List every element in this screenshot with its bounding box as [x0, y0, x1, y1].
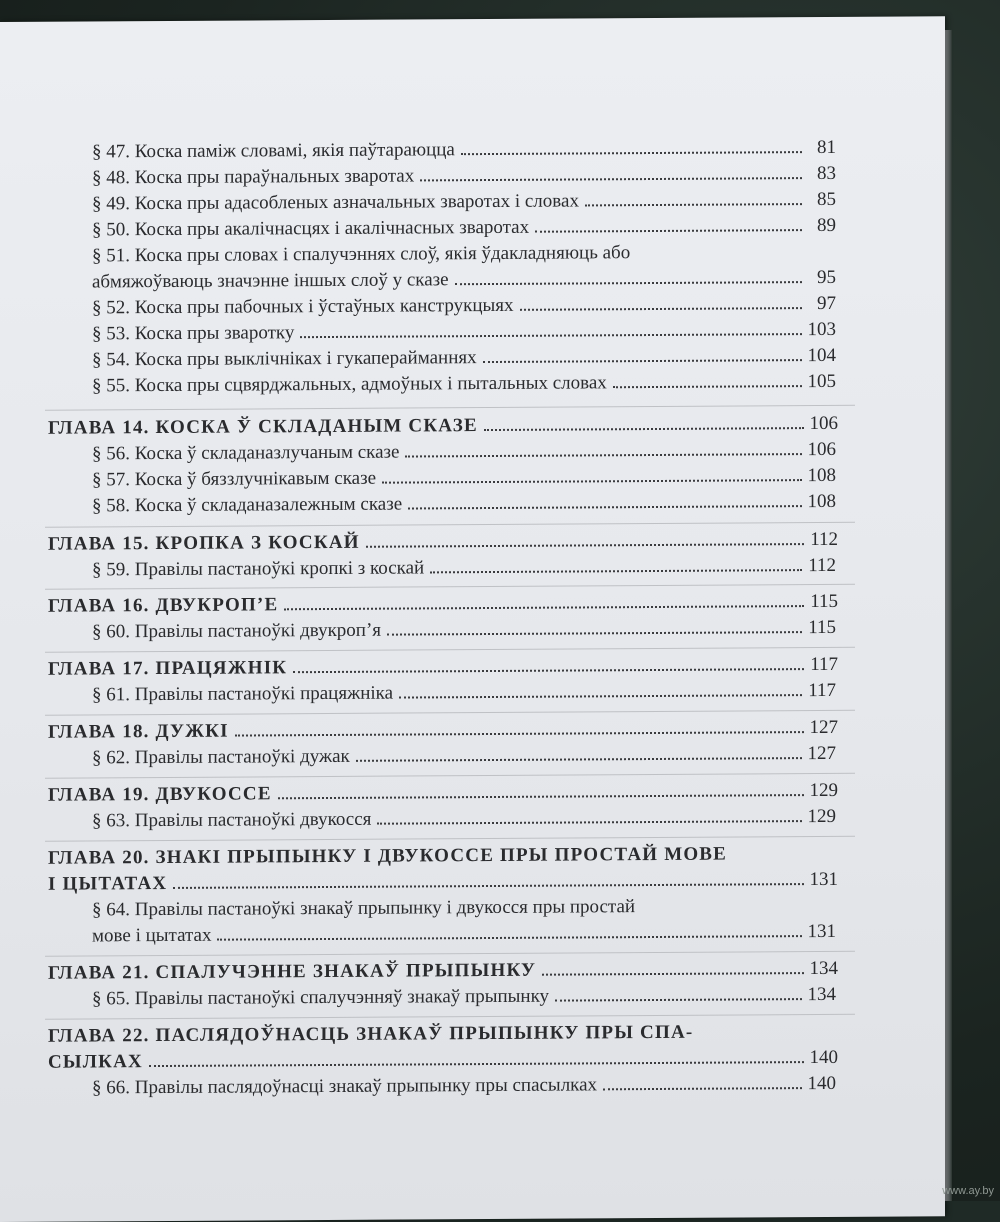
toc-entry-page: 108: [807, 490, 836, 513]
toc-entry-page: 115: [808, 616, 836, 639]
dot-leader: [430, 569, 802, 573]
toc-entry-label: § 58. Коска ў складаназалежным сказе: [92, 493, 403, 517]
toc-entry-label: § 47. Коска паміж словамі, якія паўтараюцца: [92, 139, 455, 163]
dot-leader: [603, 1087, 802, 1090]
dot-leader: [542, 972, 804, 976]
toc-entry-label: мове і цытатах: [92, 924, 212, 947]
toc-entry-page: 108: [807, 464, 836, 487]
toc-entry-page: 83: [817, 162, 836, 185]
toc-entry-page: 89: [817, 214, 836, 237]
toc-entry-62: [92, 743, 836, 770]
toc-entry-page: 140: [807, 1072, 836, 1095]
toc-chapter-page: 134: [809, 957, 838, 980]
toc-entry-48: [92, 163, 836, 190]
toc-entry-label: § 49. Коска пры адасобленых азначальных зваротах і словах: [92, 190, 579, 215]
toc-chapter-label: ГЛАВА 19. ДВУКОССЕ: [48, 783, 272, 806]
toc-chapter-22: [48, 1047, 838, 1074]
dot-leader: [366, 543, 804, 548]
divider: [45, 773, 855, 779]
dot-leader: [149, 1061, 804, 1067]
toc-chapter-14: [48, 413, 838, 440]
toc-entry-label: § 56. Коска ў складаназлучаным сказе: [92, 441, 400, 465]
dot-leader: [420, 177, 802, 181]
dot-leader: [484, 427, 804, 431]
toc-chapter-label: І ЦЫТАТАХ: [48, 872, 168, 895]
toc-entry-51: [92, 267, 836, 294]
toc-chapter-20: [48, 869, 838, 896]
dot-leader: [377, 820, 802, 825]
divider: [45, 1014, 855, 1020]
toc-chapter-20-line1: ГЛАВА 20. ЗНАКІ ПРЫПЫНКУ І ДВУКОССЕ ПРЫ ПРОСТАЙ МОВЕ: [48, 843, 728, 869]
toc-chapter-21: [48, 958, 838, 985]
dot-leader: [235, 731, 804, 736]
toc-entry-label: § 54. Коска пры выклічніках і гукаперайманнях: [92, 347, 477, 371]
toc-chapter-17: [48, 654, 838, 681]
toc-entry-66: [92, 1073, 836, 1100]
toc-entry-54: [92, 345, 836, 372]
dot-leader: [284, 605, 804, 610]
dot-leader: [399, 694, 802, 698]
watermark: www.ay.by: [942, 1185, 994, 1197]
dot-leader: [173, 883, 804, 889]
toc-entry-page: 97: [817, 292, 836, 315]
toc-chapter-page: 140: [809, 1046, 838, 1069]
toc-entry-label: § 66. Правілы паслядоўнасці знакаў прыпынку пры спасылках: [92, 1074, 598, 1099]
toc-chapter-label: ГЛАВА 16. ДВУКРОП’Е: [48, 594, 279, 617]
dot-leader: [408, 505, 802, 509]
dot-leader: [293, 668, 804, 673]
toc-entry-label: § 55. Коска пры сцвярджальных, адмоўных і пытальных словах: [92, 372, 607, 397]
dot-leader: [585, 203, 802, 206]
toc-chapter-18: [48, 717, 838, 744]
toc-entry-page: 104: [807, 344, 836, 367]
toc-entry-page: 127: [807, 742, 836, 765]
toc-chapter-16: [48, 591, 838, 618]
toc-entry-page: 103: [807, 318, 836, 341]
toc-entry-51-line1: § 51. Коска пры словах і спалучэннях слоў, якія ўдакладняюць або: [92, 242, 631, 267]
toc-entry-page: 105: [807, 370, 836, 393]
toc-entry-page: 131: [807, 920, 836, 943]
toc-chapter-page: 115: [810, 590, 838, 613]
divider: [45, 522, 855, 528]
toc-chapter-page: 112: [810, 528, 838, 551]
toc-entry-label: абмяжоўваюць значэнне іншых слоў у сказе: [92, 269, 449, 293]
toc-entry-59: [92, 555, 836, 582]
toc-chapter-15: [48, 529, 838, 556]
toc-entry-page: 112: [808, 554, 836, 577]
toc-entry-55: [92, 371, 836, 398]
dot-leader: [535, 229, 802, 233]
toc-chapter-label: ГЛАВА 15. КРОПКА З КОСКАЙ: [48, 531, 360, 555]
toc-entry-label: § 50. Коска пры акалічнасцях і акалічнасных зваротах: [92, 216, 530, 241]
dot-leader: [387, 631, 802, 636]
toc-entry-64-line1: § 64. Правілы пастаноўкі знакаў прыпынку і двукосся пры простай: [92, 896, 636, 921]
toc-entry-49: [92, 189, 836, 216]
toc-entry-56: [92, 439, 836, 466]
toc-chapter-page: 129: [809, 779, 838, 802]
toc-entry-page: 129: [807, 805, 836, 828]
dot-leader: [461, 151, 802, 155]
toc-chapter-label: ГЛАВА 14. КОСКА Ў СКЛАДАНЫМ СКАЗЕ: [48, 415, 478, 439]
toc-chapter-19: [48, 780, 838, 807]
toc-entry-label: § 60. Правілы пастаноўкі двукроп’я: [92, 619, 382, 643]
toc-entry-label: § 59. Правілы пастаноўкі кропкі з коскай: [92, 557, 425, 581]
toc-chapter-label: СЫЛКАХ: [48, 1051, 143, 1073]
toc-entry-47: [92, 137, 836, 164]
toc-entry-label: § 63. Правілы пастаноўкі двукосся: [92, 808, 372, 832]
dot-leader: [382, 479, 802, 484]
dot-leader: [483, 359, 802, 363]
toc-entry-52: [92, 293, 836, 320]
dot-leader: [217, 935, 802, 941]
toc-entry-60: [92, 617, 836, 644]
toc-entry-label: § 65. Правілы пастаноўкі спалучэнняў знакаў прыпынку: [92, 985, 550, 1010]
toc-chapter-label: ГЛАВА 21. СПАЛУЧЭННЕ ЗНАКАЎ ПРЫПЫНКУ: [48, 959, 537, 984]
toc-chapter-page: 106: [809, 412, 838, 435]
toc-entry-58: [92, 491, 836, 518]
toc-entry-page: 95: [817, 266, 836, 289]
dot-leader: [356, 757, 802, 762]
book-page: [0, 16, 945, 1222]
toc-entry-61: [92, 680, 836, 707]
toc-entry-label: § 62. Правілы пастаноўкі дужак: [92, 745, 350, 769]
toc-entry-63: [92, 806, 836, 833]
toc-entry-page: 134: [807, 983, 836, 1006]
dot-leader: [300, 333, 802, 338]
toc-entry-57: [92, 465, 836, 492]
toc-chapter-label: ГЛАВА 18. ДУЖКІ: [48, 720, 229, 743]
toc-chapter-page: 117: [810, 653, 838, 676]
dot-leader: [520, 307, 803, 311]
divider: [45, 951, 855, 957]
toc-entry-50: [92, 215, 836, 242]
dot-leader: [405, 453, 802, 457]
toc-entry-page: 81: [817, 136, 836, 159]
toc-entry-page: 85: [817, 188, 836, 211]
toc-chapter-label: ГЛАВА 17. ПРАЦЯЖНІК: [48, 657, 288, 680]
toc-chapter-page: 127: [809, 716, 838, 739]
toc-entry-label: § 48. Коска пры параўнальных зваротах: [92, 165, 415, 189]
toc-entry-label: § 57. Коска ў бяззлучнікавым сказе: [92, 467, 377, 491]
divider: [45, 836, 855, 842]
toc-entry-label: § 53. Коска пры зваротку: [92, 322, 295, 345]
dot-leader: [455, 281, 802, 285]
divider: [45, 584, 855, 590]
toc-chapter-22-line1: ГЛАВА 22. ПАСЛЯДОЎНАСЦЬ ЗНАКАЎ ПРЫПЫНКУ ПРЫ СПА-: [48, 1021, 694, 1047]
toc-chapter-page: 131: [809, 868, 838, 891]
toc-entry-64: [92, 921, 836, 948]
toc-entry-label: § 52. Коска пры пабочных і ўстаўных канструкцыях: [92, 294, 514, 319]
toc-entry-65: [92, 984, 836, 1011]
divider: [45, 647, 855, 653]
dot-leader: [278, 794, 804, 799]
toc-entry-page: 117: [808, 679, 836, 702]
dot-leader: [613, 385, 802, 388]
divider: [45, 710, 855, 716]
toc-entry-page: 106: [807, 438, 836, 461]
toc-entry-53: [92, 319, 836, 346]
toc-entry-label: § 61. Правілы пастаноўкі працяжніка: [92, 682, 394, 706]
divider: [45, 405, 855, 411]
dot-leader: [555, 998, 802, 1002]
